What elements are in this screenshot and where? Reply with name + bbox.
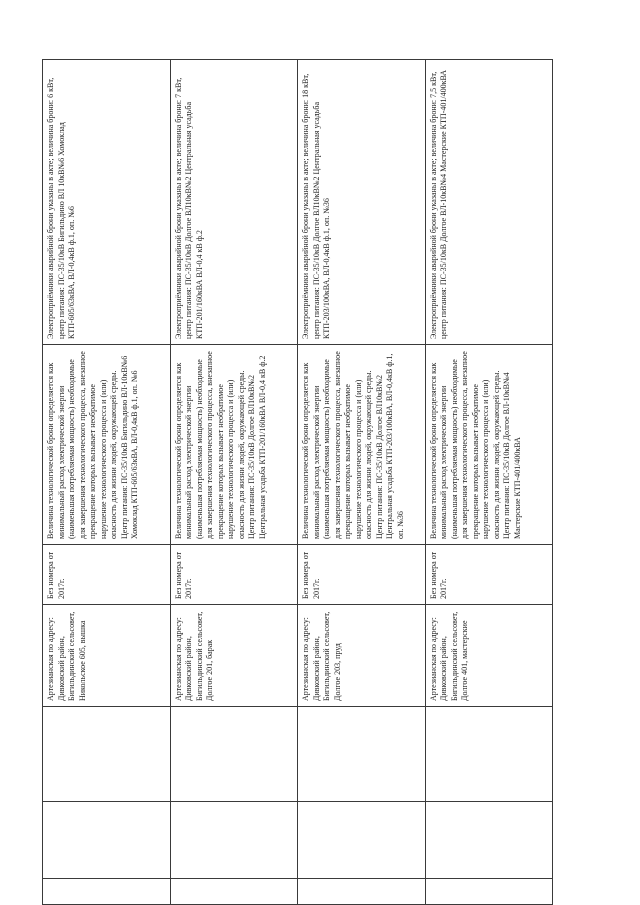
blank-cell (170, 707, 298, 802)
note-cell: Электроприёмники аварийной брони указаны в акте; величина брони: 6 кВт, центр питания: ПС-35/10кВ Бигильдино ВЛ 10кВ№6 Хомоклад КТП-605/63кВА, ВЛ-0,4кВ ф.1, оп. №6 (43, 60, 171, 345)
blank-cell (298, 879, 426, 905)
address-cell: Артезианская по адресу: Дивковский район, Бигильдинский сельсовет, Долгое 401, мастерские (425, 605, 553, 707)
description-cell: Величина технологической брони определяется как минимальный расход электрической энергии (наименьшая потребляемая мощность) необходимые для завершения технологического процесса, внезапное прекращение которых вызывает необратимое нарушение технологического процесса и (или) опасность для жизни людей, окружающей среды. Центр питания: ПС-35/10кВ Долгое ВЛ10кВ№2 Центральная усадьба КТП-201/160кВА ВЛ-0,4 кВ ф.2 (170, 345, 298, 545)
blank-cell (298, 707, 426, 802)
table-row (43, 60, 171, 905)
blank-cell (298, 802, 426, 879)
address-cell: Артезианская по адресу: Дивковский район, Бигильдинский сельсовет, Долгое 201, барак (170, 605, 298, 707)
document-number-cell: Без номера от 2017г. (170, 545, 298, 605)
rotated-table-container (42, 60, 552, 905)
table-row (170, 60, 298, 905)
blank-cell (170, 879, 298, 905)
note-cell: Электроприёмники аварийной брони указаны в акте; величина брони: 7,5 кВт, центр питания: ПС-35/10кВ Долгое ВЛ-10кВ№4 Мастерские КТП-401/400кВА (425, 60, 553, 345)
blank-cell (425, 879, 553, 905)
blank-cell (43, 707, 171, 802)
address-cell: Артезианская по адресу: Дивковский район, Бигильдинский сельсовет, Никольское 605, вышка (43, 605, 171, 707)
description-cell: Величина технологической брони определяется как минимальный расход электрической энергии (наименьшая потребляемая мощность) необходимые для завершения технологического процесса, внезапное прекращение которых вызывает необратимое нарушение технологического процесса и (или) опасность для жизни людей, окружающей среды. Центр питания: ПС-35/10кВ Бигильдино ВЛ-10кВ№6 Хомоклад КТП-605/63кВА, ВЛ-0,4кВ ф.1, оп. №6 (43, 345, 171, 545)
blank-cell (425, 802, 553, 879)
table-row (298, 60, 426, 905)
table-row (425, 60, 553, 905)
address-cell: Артезианская по адресу: Дивковский район, Бигильдинский сельсовет, Долгое 203, пруд (298, 605, 426, 707)
blank-cell (43, 879, 171, 905)
reservation-table (42, 59, 553, 905)
note-cell: Электроприёмники аварийной брони указаны в акте; величина брони: 18 кВт, центр питания: ПС-35/10кВ Долгое ВЛ10кВ№2 Центральная усадьба КТП-203/100кВА, ВЛ-0,4кВ ф.1, оп. №36 (298, 60, 426, 345)
description-cell: Величина технологической брони определяется как минимальный расход электрической энергии (наименьшая потребляемая мощность) необходимые для завершения технологического процесса, внезапное прекращение которых вызывает необратимое нарушение технологического процесса и (или) опасность для жизни людей, окружающей среды. Центр питания: ПС-35/10кВ Долгое ВЛ-10кВ№4 Мастерские КТП-401/400кВА (425, 345, 553, 545)
blank-cell (43, 802, 171, 879)
document-number-cell: Без номера от 2017г. (43, 545, 171, 605)
blank-cell (170, 802, 298, 879)
note-cell: Электроприёмники аварийной брони указаны в акте; величина брони: 7 кВт, центр питания: ПС-35/10кВ Долгое ВЛ10кВ№2 Центральная усадьба КТП-201/160кВА ВЛ-0,4 кВ ф.2 (170, 60, 298, 345)
blank-cell (425, 707, 553, 802)
description-cell: Величина технологической брони определяется как минимальный расход электрической энергии (наименьшая потребляемая мощность) необходимые для завершения технологического процесса, внезапное прекращение которых вызывает необратимое нарушение технологического процесса и (или) опасность для жизни людей, окружающей среды. Центр питания: ПС-35/10кВ Долгое ВЛ10кВ№2 Центральная усадьба КТП-203/100кВА, ВЛ-0,4кВ ф.1, оп. №36 (298, 345, 426, 545)
document-number-cell: Без номера от 2017г. (425, 545, 553, 605)
document-number-cell: Без номера от 2017г. (298, 545, 426, 605)
